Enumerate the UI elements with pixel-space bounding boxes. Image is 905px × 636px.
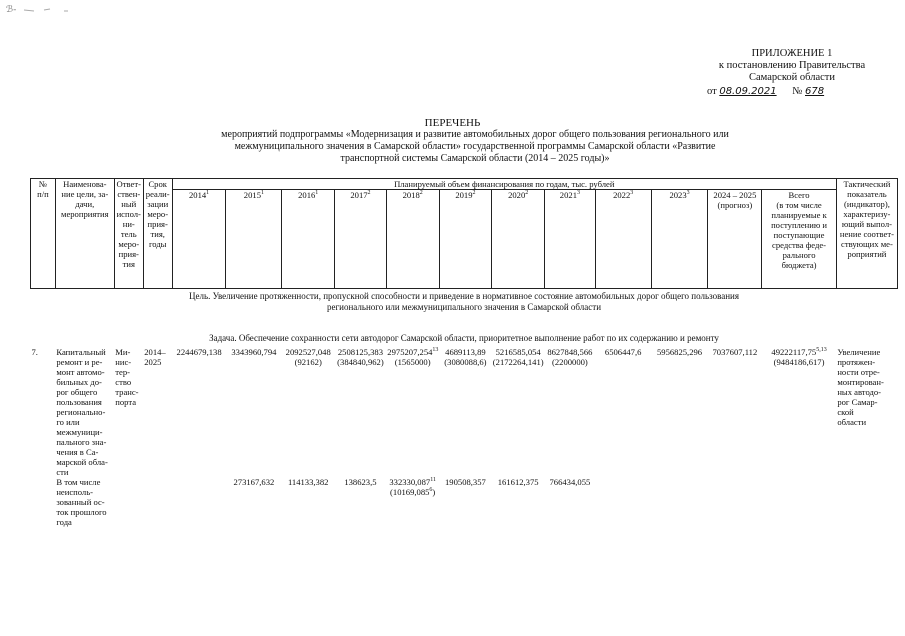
- order-number: 678: [805, 86, 825, 97]
- header-responsible: Ответ- ствен- ный испол- ни- тель меро- прия- тия: [114, 179, 143, 289]
- appendix-line2: Самарской области: [749, 72, 835, 83]
- row-name: Капитальный ремонт и ре- монт автомо- бильных до- рог общего пользования регионально- го или межмуници- пального зна- чения в Са- марской обла- сти: [56, 347, 108, 477]
- row-value-forecast: 7037607,112: [712, 347, 758, 357]
- order-number-label: №: [792, 86, 803, 97]
- goal-text: Цель. Увеличение протяженности, пропускной способности и приведение в нормативное состояние автомобильных дорог общего пользования регионального или межмуниципального значения в Самарской области: [189, 291, 739, 312]
- order-date: 08.09.2021: [719, 86, 777, 97]
- header-year-2022: 2022$^3$: [595, 190, 651, 289]
- header-indicator: Тактический показатель (индикатор), характеризу- ющий выпол- нение соответ- ствующих ме- роприятий: [836, 179, 897, 289]
- header-year-2020: 2020$^2$: [492, 190, 545, 289]
- header-term: Срок реали- зации меро- прия- тия, годы: [143, 179, 172, 289]
- subrow-value-2019: 190508,357: [445, 477, 486, 487]
- subrow-name: В том числе неисполь- зованный ос- ток прошлого года: [56, 477, 107, 527]
- row-indicator: Увеличение протяжен- ности отре- монтирован- ных автодо- рог Самар- ской области: [837, 347, 884, 427]
- order-from-label: от: [707, 86, 717, 97]
- row-value-2015: 3343960,794: [231, 347, 277, 357]
- subrow-value-2020: 161612,375: [497, 477, 539, 487]
- row-num: 7.: [31, 347, 38, 357]
- goal-row: [31, 289, 898, 330]
- row-responsible: Ми- нис- тер- ство транс- порта: [115, 347, 139, 407]
- row-value-2021: 8627848,566 (2200000): [547, 347, 593, 367]
- appendix-title: ПРИЛОЖЕНИЕ 1: [751, 48, 833, 59]
- appendix-order: [707, 86, 877, 98]
- document-subtitle: мероприятий подпрограммы «Модернизация и развитие автомобильных дорог общего пользования регионального или межмуниципального значения в Самарской области» государственной программы Самарской области «Развитие транспортной системы Самарской области (2014 – 2025 годы)»: [221, 129, 729, 164]
- task-row: [31, 329, 898, 347]
- header-year-2019: 2019$^2$: [439, 190, 492, 289]
- document-title: ПЕРЕЧЕНЬ: [424, 117, 481, 129]
- header-year-2021: 2021$^3$: [545, 190, 596, 289]
- row-value-2022: 6506447,6: [604, 347, 642, 357]
- row-value-2016: 2092527,048 (92162): [285, 347, 331, 367]
- subrow-value-2017: 138623,5: [344, 477, 377, 487]
- header-name: Наименова- ние цели, за- дачи, мероприятия: [55, 179, 114, 289]
- appendix-block: [707, 48, 877, 98]
- task-text: Задача. Обеспечение сохранности сети автодорог Самарской области, приоритетное выполнение работ по их содержанию и ремонту: [209, 333, 719, 343]
- header-total: Всего (в том числе планируемые к поступлению и поступающие средства феде- рального бюджета): [762, 190, 837, 289]
- header-year-2017: 2017$^2$: [335, 190, 387, 289]
- header-forecast: 2024 – 2025 (прогноз): [708, 190, 762, 289]
- row-value-2014: 2244679,138: [176, 347, 222, 357]
- table-row: [31, 347, 898, 477]
- row-value-total: 49222117,75$^{5,13}$ (9484186,617): [771, 347, 827, 367]
- row-value-2018: 2975207,254$^{13}$ (1565000): [387, 347, 439, 367]
- table-row: [31, 477, 898, 527]
- row-value-2019: 4689113,89 (3080088,6): [444, 347, 487, 367]
- subrow-value-2018: 332330,087$^{11}$ (10169,085$^6$): [389, 477, 436, 497]
- header-year-2014: 2014$^1$: [172, 190, 226, 289]
- subrow-value-2021: 766434,055: [549, 477, 591, 487]
- corner-scribble: [4, 2, 84, 16]
- subrow-value-2016: 114133,382: [287, 477, 329, 487]
- header-year-2015: 2015$^1$: [226, 190, 282, 289]
- header-year-2016: 2016$^1$: [282, 190, 335, 289]
- header-funding: Планируемый объем финансирования по годам, тыс. рублей: [172, 179, 836, 190]
- header-year-2023: 2023$^3$: [651, 190, 708, 289]
- row-value-2023: 5956825,296: [656, 347, 703, 357]
- header-num: № п/п: [31, 179, 56, 289]
- row-value-2020: 5216585,054 (2172264,141): [492, 347, 544, 367]
- plan-table: [30, 178, 898, 527]
- row-term: 2014– 2025: [144, 347, 166, 367]
- subrow-value-2015: 273167,632: [233, 477, 275, 487]
- appendix-line1: к постановлению Правительства: [718, 60, 866, 71]
- row-value-2017: 2508125,383 (384840,962): [337, 347, 384, 367]
- header-year-2018: 2018$^2$: [386, 190, 439, 289]
- corner-scribble-text: ℬ-: [6, 5, 17, 15]
